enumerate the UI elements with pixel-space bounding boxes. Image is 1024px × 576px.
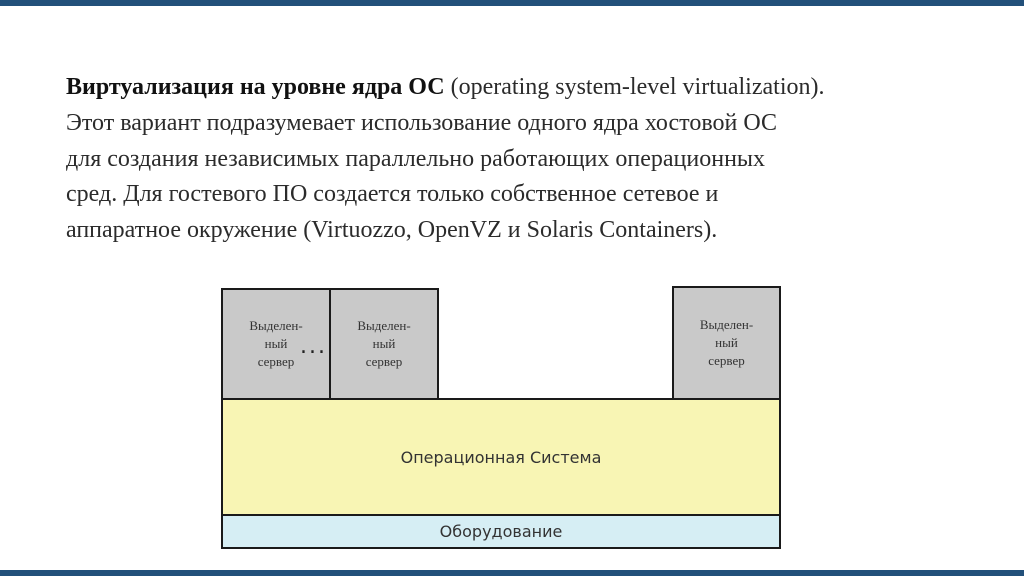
dedicated-server-box-2 xyxy=(329,288,439,400)
dedicated-server-box-3 xyxy=(672,286,781,400)
server-label-line-3: сервер xyxy=(708,353,745,368)
hardware-layer xyxy=(221,514,781,549)
server-label-line-2: ный xyxy=(372,336,396,351)
server-label-line-1: Выделен- xyxy=(249,318,303,333)
server-label-line-1: Выделен- xyxy=(357,318,411,333)
top-accent-bar xyxy=(0,0,1024,6)
paragraph-line-3: для создания независимых параллельно работающих операционных xyxy=(66,145,766,172)
paragraph-line-1-rest: (operating system-level virtualization). xyxy=(444,74,825,100)
server-label-line-2: ный xyxy=(715,335,738,350)
server-label-line-3: сервер xyxy=(365,354,403,369)
paragraph-line-5: аппаратное окружение (Virtuozzo, OpenVZ и Solaris Containers). xyxy=(66,217,718,244)
bottom-accent-bar xyxy=(0,570,1024,576)
bold-lead-term: Виртуализация на уровне ядра ОС xyxy=(66,74,445,100)
hardware-layer-label: Оборудование xyxy=(439,522,563,541)
server-label-line-3: сервер xyxy=(257,354,295,369)
paragraph-line-1 xyxy=(66,70,996,106)
ellipsis-marker: ... xyxy=(300,334,327,359)
slide-paragraph xyxy=(66,70,996,249)
server-label-line-1: Выделен- xyxy=(699,317,754,332)
server-label-line-2: ный xyxy=(264,336,288,351)
paragraph-line-2: Этот вариант подразумевает использование одного ядра хостовой ОС xyxy=(66,109,777,136)
os-layer-label: Операционная Система xyxy=(400,447,602,467)
paragraph-line-4: сред. Для гостевого ПО создается только собственное сетевое и xyxy=(66,181,719,208)
operating-system-layer xyxy=(221,398,781,516)
